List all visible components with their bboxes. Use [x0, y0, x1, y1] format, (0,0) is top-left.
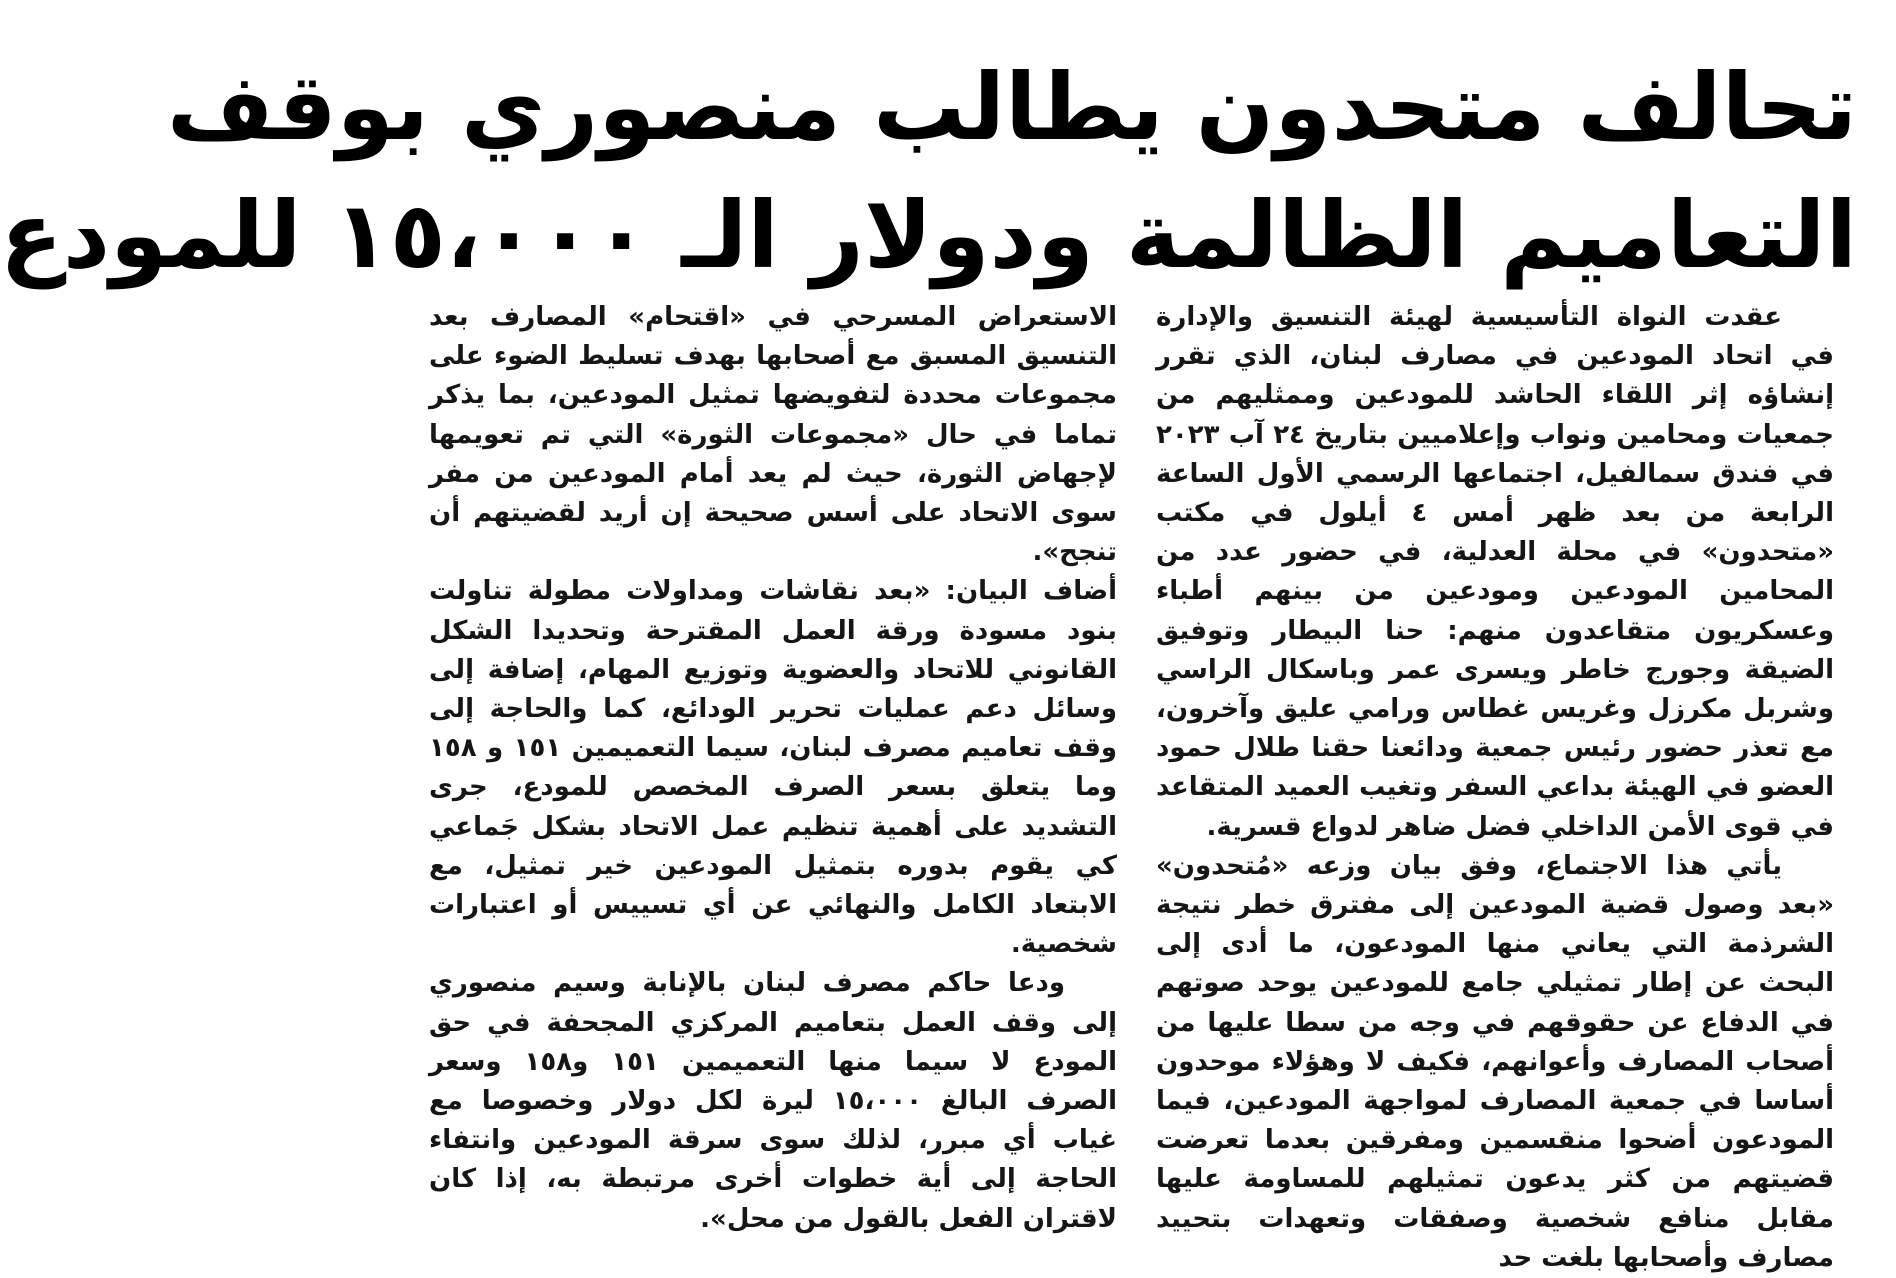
paragraph: عقدت النواة التأسيسية لهيئة التنسيق والإدارة في اتحاد المودعين في مصارف لبنان، الذي تقرر إنشاؤه إثر اللقاء الحاشد للمودعين وممثليهم من جمعيات ومحامين ونواب وإعلاميين بتاريخ ٢٤ آب ٢٠٢٣ في فندق سمالفيل، اجتماعها الرسمي الأول الساعة الرابعة من بعد ظهر أمس ٤ أيلول في مكتب «متحدون» في محلة العدلية، في حضور عدد من المحامين المودعين ومودعين من بينهم أطباء وعسكريون متقاعدون منهم: حنا البيطار وتوفيق الضيقة وجورج خاطر ويسرى عمر وباسكال الراسي وشربل مكرزل وغريس غطاس ورامي عليق وآخرون، مع تعذر حضور رئيس جمعية ودائعنا حقنا طلال حمود العضو في الهيئة بداعي السفر وتغيب العميد المتقاعد في قوى الأمن الداخلي فضل ضاهر لدواع قسرية. — [1156, 302, 1834, 842]
paragraph: ودعا حاكم مصرف لبنان بالإنابة وسيم منصوري إلى وقف العمل بتعاميم المركزي المجحفة في حق المودع لا سيما منها التعميمين ١٥١ و١٥٨ وسعر الصرف البالغ ١٥،٠٠٠ ليرة لكل دولار وخصوصا مع غياب أي مبرر، لذلك سوى سرقة المودعين وانتفاء الحاجة إلى أية خطوات أخرى مرتبطة به، إذا كان لاقتران الفعل بالقول من محل». — [429, 968, 1118, 1234]
headline-line-2: التعاميم الظالمة ودولار الـ ١٥،٠٠٠ للمودع — [0, 182, 1857, 289]
paragraph: يأتي هذا الاجتماع، وفق بيان وزعه «مُتحدون» «بعد وصول قضية المودعين إلى مفترق خطر نتيجة الشرذمة التي يعاني منها المودعون، ما أدى إلى البحث عن إطار تمثيلي جامع للمودعين يوحد صوتهم في الدفاع عن حقوقهم في وجه من سطا عليها من أصحاب المصارف وأعوانهم، فكيف لا وهؤلاء موحدون أساسا في جمعية المصارف لمواجهة المودعين، فيما المودعون أضحوا منقسمين ومفرقين بعدما تعرضت قضيتهم من كثر يدعون تمثيلهم للمساومة عليها مقابل منافع شخصية وصفقات وتعهدات بتحييد مصارف وأصحابها بلغت حد — [1156, 850, 1834, 1273]
paragraph: أضاف البيان: «بعد نقاشات ومداولات مطولة تناولت بنود مسودة ورقة العمل المقترحة وتحديدا الشكل القانوني للاتحاد والعضوية وتوزيع المهام، إضافة إلى وسائل دعم عمليات تحرير الودائع، كما والحاجة إلى وقف تعاميم مصرف لبنان، سيما التعميمين ١٥١ و ١٥٨ وما يتعلق بسعر الصرف المخصص للمودع، جرى التشديد على أهمية تنظيم عمل الاتحاد بشكل جَماعي كي يقوم بدوره بتمثيل المودعين خير تمثيل، مع الابتعاد الكامل والنهائي عن أي تسييس أو اعتبارات شخصية. — [429, 576, 1118, 960]
headline-line-1: تحالف متحدون يطالب منصوري بوقف — [166, 54, 1857, 161]
article-headline — [0, 44, 1857, 300]
paragraph: الاستعراض المسرحي في «اقتحام» المصارف بعد التنسيق المسبق مع أصحابها بهدف تسليط الضوء على مجموعات محددة لتفويضها تمثيل المودعين، بما يذكر تماما في حال «مجموعات الثورة» التي تم تعويمها لإجهاض الثورة، حيث لم يعد أمام المودعين من مفر سوى الاتحاد على أسس صحيحة إن أريد لقضيتهم أن تنجح». — [429, 302, 1117, 568]
article-column-right — [1156, 298, 1834, 1273]
article-column-left — [429, 298, 1118, 1234]
